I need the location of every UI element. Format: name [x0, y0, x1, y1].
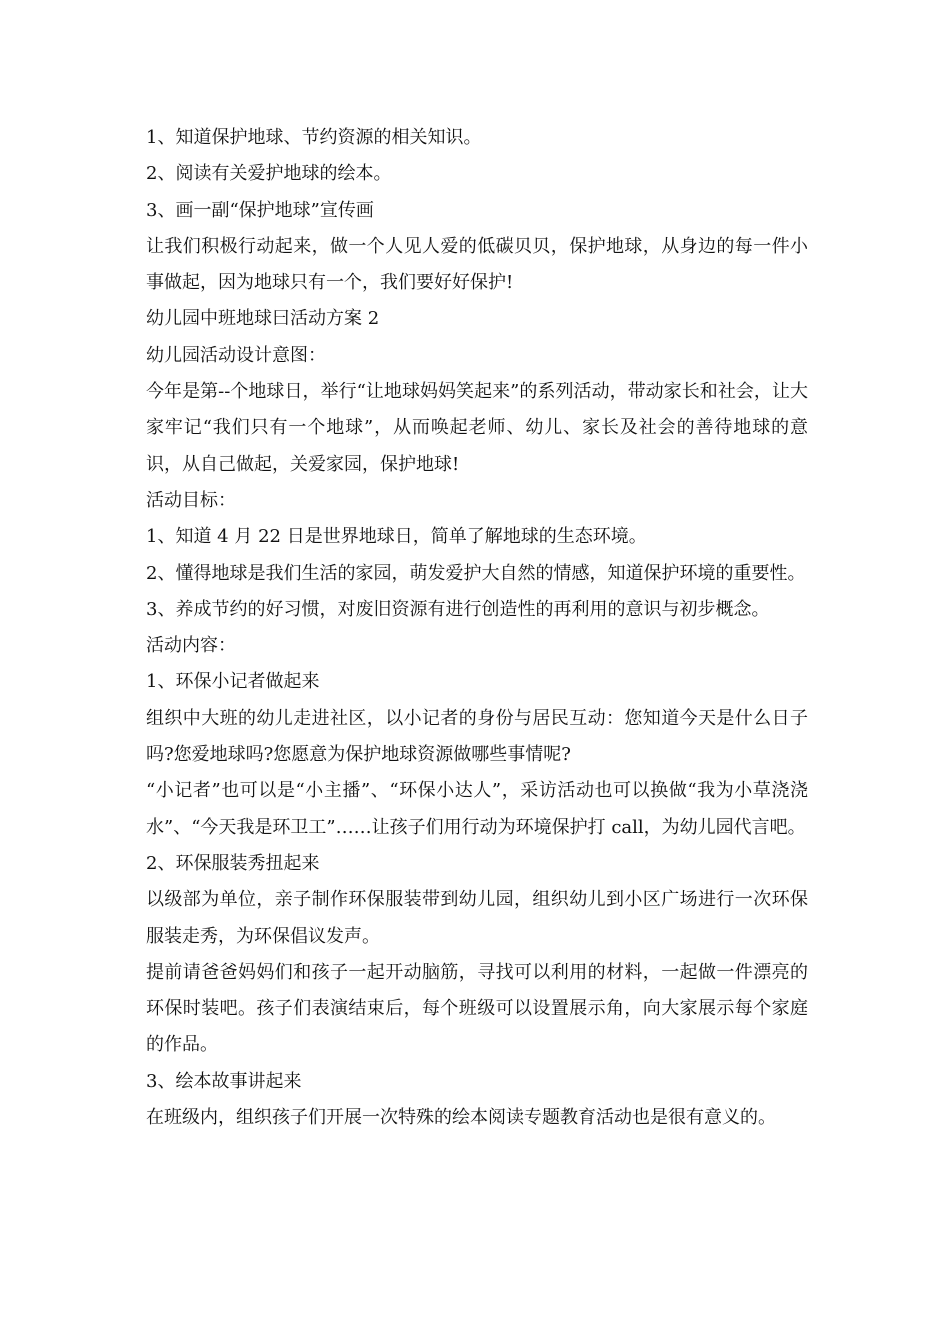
list-item: 1、知道保护地球、节约资源的相关知识。	[146, 127, 482, 148]
document-body	[146, 120, 808, 1136]
subheading: 幼儿园活动设计意图：	[146, 344, 326, 366]
list-item: 3、绘本故事讲起来	[146, 1070, 302, 1092]
subheading: 活动内容：	[146, 635, 236, 657]
paragraph: 提前请爸爸妈妈们和孩子一起开动脑筋，寻找可以利用的材料，一起做一件漂亮的环保时装吧。孩子们表演结束后，每个班级可以设置展示角，向大家展示每个家庭的作品。	[146, 961, 808, 1056]
list-item: 3、养成节约的好习惯，对废旧资源有进行创造性的再利用的意识与初步概念。	[146, 598, 770, 620]
list-item: 2、环保服装秀扭起来	[146, 852, 320, 874]
list-item: 2、懂得地球是我们生活的家园，萌发爱护大自然的情感，知道保护环境的重要性。	[146, 562, 806, 584]
paragraph: 在班级内，组织孩子们开展一次特殊的绘本阅读专题教育活动也是很有意义的。	[146, 1107, 776, 1129]
list-item: 2、阅读有关爱护地球的绘本。	[146, 163, 392, 185]
list-item: 3、画一副“保护地球”宣传画	[146, 199, 374, 221]
paragraph: 让我们积极行动起来，做一个人见人爱的低碳贝贝，保护地球，从身边的每一件小事做起，因为地球只有一个，我们要好好保护!	[146, 235, 808, 294]
section-heading: 幼儿园中班地球曰活动方案 2	[146, 308, 380, 330]
paragraph: “小记者”也可以是“小主播”、“环保小达人”，采访活动也可以换做“我为小草浇浇水”、“今天我是环卫工”……让孩子们用行动为环境保护打 call，为幼儿园代言吧。	[146, 780, 808, 838]
list-item: 1、知道 4 月 22 日是世界地球日，简单了解地球的生态环境。	[146, 526, 647, 548]
subheading: 活动目标：	[146, 489, 236, 511]
paragraph: 组织中大班的幼儿走进社区，以小记者的身份与居民互动：您知道今天是什么日子吗?您爱地球吗?您愿意为保护地球资源做哪些事情呢?	[146, 707, 808, 766]
paragraph: 以级部为单位，亲子制作环保服装带到幼儿园，组织幼儿到小区广场进行一次环保服装走秀，为环保倡议发声。	[146, 889, 808, 947]
paragraph: 今年是第--个地球日，举行“让地球妈妈笑起来”的系列活动，带动家长和社会，让大家牢记“我们只有一个地球”，从而唤起老师、幼儿、家长及社会的善待地球的意识，从自己做起，关爱家园，保护地球!	[146, 381, 808, 475]
list-item: 1、环保小记者做起来	[146, 671, 320, 693]
